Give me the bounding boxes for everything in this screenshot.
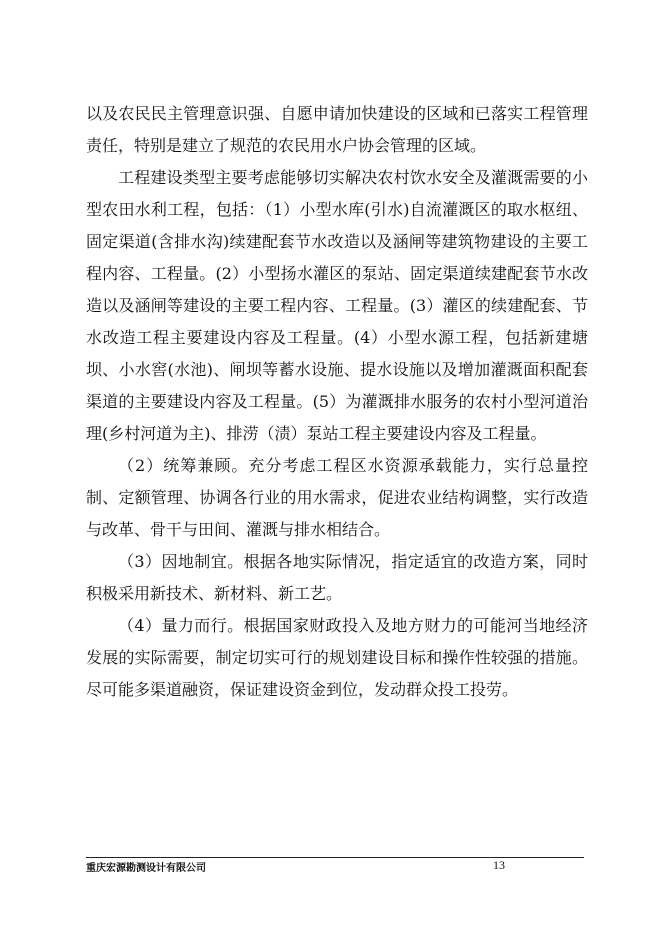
- footer-page-number: 13: [493, 858, 505, 872]
- paragraph-within-capacity: （4）量力而行。根据国家财政投入及地方财力的可能河当地经济发展的实际需要，制定切实可行的规划建设目标和操作性较强的措施。尽可能多渠道融资，保证建设资金到位，发动群众投工投劳。: [86, 616, 588, 699]
- paragraph-continuation: 以及农民民主管理意识强、自愿申请加快建设的区域和已落实工程管理责任，特别是建立了规范的农民用水户协会管理的区域。: [86, 104, 588, 155]
- document-body: [86, 98, 588, 706]
- footer-divider: [86, 857, 584, 858]
- paragraph-local-conditions: （3）因地制宜。根据各地实际情况，指定适宜的改造方案，同时积极采用新技术、新材料、新工艺。: [86, 552, 588, 603]
- paragraph-engineering-types: 工程建设类型主要考虑能够切实解决农村饮水安全及灌溉需要的小型农田水利工程，包括：（1）小型水库(引水)自流灌溉区的取水枢纽、固定渠道(含排水沟)续建配套节水改造以及涵闸等建筑物建设的主要工程内容、工程量。(2）小型扬水灌区的泵站、固定渠道续建配套节水改造以及涵闸等建设的主要工程内容、工程量。(3）灌区的续建配套、节水改造工程主要建设内容及工程量。(4）小型水源工程，包括新建塘坝、小水窖(水池)、闸坝等蓄水设施、提水设施以及增加灌溉面积配套渠道的主要建设内容及工程量。(5）为灌溉排水服务的农村小型河道治理(乡村河道为主)、排涝（渍）泵站工程主要建设内容及工程量。: [86, 168, 588, 443]
- footer-company-name: 重庆宏源勘测设计有限公司: [86, 863, 206, 874]
- paragraph-overall-planning: （2）统筹兼顾。充分考虑工程区水资源承载能力，实行总量控制、定额管理、协调各行业的用水需求，促进农业结构调整，实行改造与改革、骨干与田间、灌溉与排水相结合。: [86, 456, 588, 539]
